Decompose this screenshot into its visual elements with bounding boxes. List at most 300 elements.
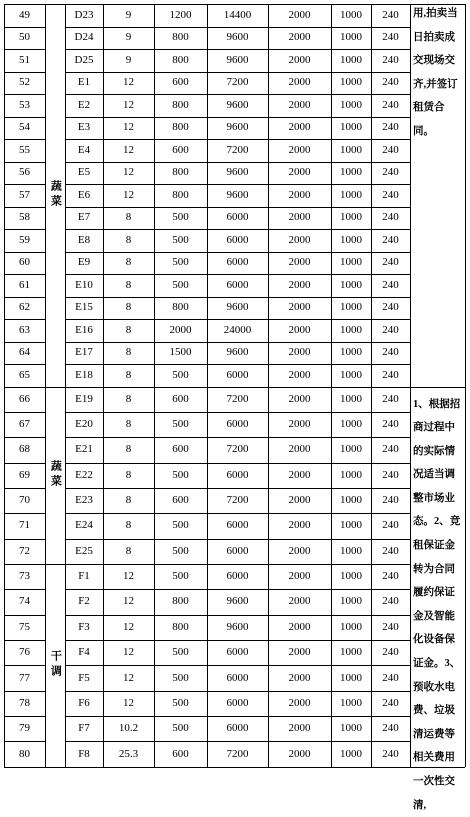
cell-v3: 2000: [288, 301, 311, 314]
cell-no: 71: [19, 519, 30, 532]
cell-code: E22: [75, 468, 93, 481]
grid-hline: [65, 463, 410, 464]
cell-v2: 6000: [226, 570, 249, 583]
cell-v3: 2000: [288, 519, 311, 532]
cell-v4: 1000: [340, 722, 362, 735]
grid-hline: [4, 564, 45, 565]
cell-no: 58: [19, 211, 30, 224]
grid-hline: [65, 72, 410, 73]
cell-area: 8: [125, 392, 132, 405]
cell-v3: 2000: [288, 233, 311, 246]
cell-v1: 500: [172, 519, 189, 532]
cell-code: E21: [75, 443, 93, 456]
cell-v3: 2000: [288, 53, 311, 66]
grid-hline: [4, 691, 45, 692]
cell-v2: 7200: [226, 143, 249, 156]
cell-v2: 7200: [226, 494, 249, 507]
grid-hline: [65, 539, 410, 540]
cell-v4: 1000: [340, 233, 362, 246]
cell-v2: 9600: [226, 98, 249, 111]
cell-v2: 7200: [226, 747, 249, 760]
cell-v4: 1000: [340, 368, 362, 381]
cell-area: 8: [125, 301, 132, 314]
cell-v5: 240: [382, 301, 399, 314]
cell-v4: 1000: [340, 519, 362, 532]
grid-vline: [465, 4, 466, 767]
grid-vline: [207, 4, 208, 767]
grid-hline: [65, 640, 410, 641]
cell-v5: 240: [382, 121, 399, 134]
cell-no: 73: [19, 570, 30, 583]
category-dry: 干调: [49, 650, 62, 681]
cell-v5: 240: [382, 443, 399, 456]
cell-v2: 9600: [226, 620, 249, 633]
cell-v3: 2000: [288, 392, 311, 405]
cell-area: 8: [125, 368, 132, 381]
cell-v4: 1000: [340, 392, 362, 405]
cell-code: E17: [75, 346, 93, 359]
cell-v1: 600: [172, 747, 189, 760]
grid-hline: [4, 437, 45, 438]
grid-hline: [4, 319, 45, 320]
grid-vline: [103, 4, 104, 767]
cell-v1: 500: [172, 722, 189, 735]
grid-hline: [4, 297, 45, 298]
grid-hline: [65, 49, 410, 50]
cell-area: 12: [123, 188, 134, 201]
cell-v2: 7200: [226, 443, 249, 456]
cell-v2: 6000: [226, 211, 249, 224]
cell-v3: 2000: [288, 76, 311, 89]
cell-v2: 9600: [226, 301, 249, 314]
cell-v1: 800: [172, 188, 189, 201]
cell-v1: 800: [172, 121, 189, 134]
grid-hline: [410, 767, 465, 768]
cell-no: 76: [19, 646, 30, 659]
cell-v3: 2000: [288, 98, 311, 111]
cell-v2: 6000: [226, 278, 249, 291]
cell-v5: 240: [382, 166, 399, 179]
cell-v2: 24000: [223, 323, 252, 336]
cell-v5: 240: [382, 31, 399, 44]
grid-hline: [65, 488, 410, 489]
cell-v3: 2000: [288, 620, 311, 633]
cell-code: E5: [77, 166, 91, 179]
grid-hline: [4, 463, 45, 464]
grid-vline: [331, 4, 332, 767]
cell-v1: 600: [172, 443, 189, 456]
grid-hline: [65, 615, 410, 616]
cell-area: 9: [125, 31, 132, 44]
cell-code: D24: [74, 31, 94, 44]
grid-hline: [4, 162, 45, 163]
cell-v3: 2000: [288, 188, 311, 201]
cell-v5: 240: [382, 211, 399, 224]
note-rules: 1、根据招商过程中的实际情况适当调整市场业态。2、竞租保证金转为合同履约保证金及智能化设备保证金。3、预收水电费、垃圾清运费等相关费用一次性交清,: [413, 398, 461, 811]
cell-no: 77: [19, 671, 30, 684]
cell-v1: 600: [172, 76, 189, 89]
grid-hline: [4, 640, 45, 641]
cell-v3: 2000: [288, 671, 311, 684]
cell-code: F1: [78, 570, 90, 583]
cell-v3: 2000: [288, 646, 311, 659]
grid-hline: [65, 319, 410, 320]
cell-code: E10: [75, 278, 93, 291]
cell-v1: 800: [172, 620, 189, 633]
grid-hline: [45, 387, 65, 388]
cell-v1: 500: [172, 671, 189, 684]
cell-area: 12: [123, 143, 134, 156]
cell-v4: 1000: [340, 188, 362, 201]
cell-v5: 240: [382, 646, 399, 659]
cell-no: 66: [19, 392, 30, 405]
cell-area: 10.2: [118, 722, 139, 735]
cell-v3: 2000: [288, 570, 311, 583]
grid-hline: [65, 207, 410, 208]
grid-vline: [371, 4, 372, 767]
grid-hline: [4, 589, 45, 590]
cell-area: 8: [125, 211, 132, 224]
cell-v1: 500: [172, 570, 189, 583]
cell-v3: 2000: [288, 468, 311, 481]
cell-v1: 500: [172, 233, 189, 246]
cell-v5: 240: [382, 53, 399, 66]
cell-v5: 240: [382, 233, 399, 246]
cell-v5: 240: [382, 8, 399, 21]
cell-area: 12: [123, 595, 134, 608]
cell-v2: 6000: [226, 696, 249, 709]
cell-v1: 500: [172, 468, 189, 481]
grid-hline: [45, 564, 65, 565]
cell-v4: 1000: [340, 544, 362, 557]
grid-vline: [268, 4, 269, 767]
grid-hline: [4, 741, 45, 742]
cell-v2: 6000: [226, 519, 249, 532]
cell-area: 12: [123, 121, 134, 134]
cell-code: F3: [78, 620, 90, 633]
cell-v4: 1000: [340, 570, 362, 583]
cell-v4: 1000: [340, 76, 362, 89]
cell-no: 55: [19, 143, 30, 156]
cell-code: E8: [77, 233, 91, 246]
cell-v1: 800: [172, 301, 189, 314]
cell-v5: 240: [382, 620, 399, 633]
cell-area: 9: [125, 53, 132, 66]
cell-v1: 800: [172, 98, 189, 111]
grid-hline: [65, 229, 410, 230]
cell-code: E16: [75, 323, 93, 336]
cell-v5: 240: [382, 392, 399, 405]
cell-code: E7: [77, 211, 91, 224]
cell-v3: 2000: [288, 696, 311, 709]
grid-hline: [4, 488, 45, 489]
cell-v2: 9600: [226, 121, 249, 134]
cell-v4: 1000: [340, 443, 362, 456]
cell-v1: 500: [172, 368, 189, 381]
cell-v3: 2000: [288, 31, 311, 44]
grid-hline: [4, 252, 45, 253]
cell-area: 12: [123, 570, 134, 583]
cell-no: 53: [19, 98, 30, 111]
cell-v2: 6000: [226, 233, 249, 246]
cell-no: 59: [19, 233, 30, 246]
cell-v2: 6000: [226, 418, 249, 431]
cell-no: 60: [19, 256, 30, 269]
grid-hline: [65, 665, 410, 666]
cell-v3: 2000: [288, 346, 311, 359]
cell-v3: 2000: [288, 443, 311, 456]
cell-no: 64: [19, 346, 30, 359]
cell-v5: 240: [382, 346, 399, 359]
cell-code: E4: [77, 143, 91, 156]
cell-v5: 240: [382, 519, 399, 532]
cell-v4: 1000: [340, 256, 362, 269]
grid-hline: [4, 539, 45, 540]
cell-area: 25.3: [118, 747, 139, 760]
cell-code: E1: [77, 76, 91, 89]
cell-area: 12: [123, 98, 134, 111]
cell-v2: 9600: [226, 53, 249, 66]
grid-vline: [65, 4, 66, 767]
cell-v3: 2000: [288, 418, 311, 431]
cell-v4: 1000: [340, 671, 362, 684]
cell-v4: 1000: [340, 346, 362, 359]
cell-v4: 1000: [340, 620, 362, 633]
grid-hline: [4, 387, 45, 388]
cell-no: 63: [19, 323, 30, 336]
cell-v4: 1000: [340, 121, 362, 134]
cell-area: 12: [123, 166, 134, 179]
cell-area: 8: [125, 256, 132, 269]
cell-v1: 800: [172, 166, 189, 179]
cell-v3: 2000: [288, 368, 311, 381]
grid-hline: [4, 117, 45, 118]
lease-table: [4, 4, 465, 811]
cell-no: 62: [19, 301, 30, 314]
grid-hline: [4, 207, 45, 208]
cell-area: 8: [125, 494, 132, 507]
note-contract: 用,拍卖当日拍卖成交现场交齐,并签订租赁合同。: [413, 8, 458, 137]
cell-v4: 1000: [340, 646, 362, 659]
cell-v5: 240: [382, 256, 399, 269]
cell-area: 12: [123, 620, 134, 633]
cell-v1: 1200: [169, 8, 192, 21]
cell-v1: 2000: [169, 323, 192, 336]
cell-code: E25: [75, 544, 93, 557]
cell-v4: 1000: [340, 301, 362, 314]
cell-v5: 240: [382, 368, 399, 381]
cell-area: 8: [125, 468, 132, 481]
grid-hline: [65, 139, 410, 140]
grid-hline: [4, 513, 45, 514]
cell-v2: 9600: [226, 188, 249, 201]
grid-hline: [65, 252, 410, 253]
grid-hline: [65, 437, 410, 438]
cell-area: 8: [125, 418, 132, 431]
cell-code: F2: [78, 595, 90, 608]
cell-v4: 1000: [340, 53, 362, 66]
cell-v4: 1000: [340, 8, 362, 21]
cell-v4: 1000: [340, 98, 362, 111]
cell-code: E18: [75, 368, 93, 381]
cell-v3: 2000: [288, 494, 311, 507]
cell-area: 12: [123, 671, 134, 684]
cell-v5: 240: [382, 722, 399, 735]
cell-v2: 7200: [226, 392, 249, 405]
grid-hline: [4, 412, 45, 413]
cell-v3: 2000: [288, 121, 311, 134]
cell-v4: 1000: [340, 143, 362, 156]
cell-code: E19: [75, 392, 93, 405]
cell-v4: 1000: [340, 696, 362, 709]
grid-hline: [65, 767, 410, 768]
cell-v5: 240: [382, 188, 399, 201]
cell-v5: 240: [382, 494, 399, 507]
cell-v3: 2000: [288, 747, 311, 760]
cell-code: F4: [78, 646, 90, 659]
grid-hline: [65, 4, 410, 5]
grid-hline: [65, 564, 410, 565]
cell-no: 72: [19, 544, 30, 557]
cell-v1: 800: [172, 31, 189, 44]
cell-v2: 6000: [226, 544, 249, 557]
cell-v1: 500: [172, 211, 189, 224]
cell-no: 54: [19, 121, 30, 134]
cell-area: 12: [123, 646, 134, 659]
grid-hline: [65, 297, 410, 298]
grid-vline: [410, 4, 411, 767]
grid-hline: [4, 94, 45, 95]
grid-hline: [4, 767, 45, 768]
cell-v3: 2000: [288, 256, 311, 269]
cell-v5: 240: [382, 98, 399, 111]
grid-hline: [410, 387, 465, 388]
cell-code: E3: [77, 121, 91, 134]
cell-v2: 6000: [226, 671, 249, 684]
cell-v5: 240: [382, 570, 399, 583]
grid-hline: [4, 184, 45, 185]
cell-code: F8: [78, 747, 90, 760]
grid-hline: [65, 691, 410, 692]
cell-code: E9: [77, 256, 91, 269]
cell-v1: 500: [172, 544, 189, 557]
cell-v5: 240: [382, 544, 399, 557]
cell-v5: 240: [382, 468, 399, 481]
cell-no: 51: [19, 53, 30, 66]
grid-hline: [65, 741, 410, 742]
cell-code: F6: [78, 696, 90, 709]
cell-no: 79: [19, 722, 30, 735]
cell-v4: 1000: [340, 595, 362, 608]
cell-v5: 240: [382, 696, 399, 709]
grid-vline: [154, 4, 155, 767]
cell-v1: 500: [172, 696, 189, 709]
cell-no: 61: [19, 278, 30, 291]
cell-v3: 2000: [288, 544, 311, 557]
cell-no: 80: [19, 747, 30, 760]
grid-hline: [65, 412, 410, 413]
grid-hline: [4, 364, 45, 365]
grid-hline: [65, 342, 410, 343]
grid-hline: [4, 274, 45, 275]
cell-v5: 240: [382, 671, 399, 684]
cell-v1: 600: [172, 143, 189, 156]
cell-code: E15: [75, 301, 93, 314]
cell-area: 9: [125, 8, 132, 21]
cell-v3: 2000: [288, 595, 311, 608]
cell-v2: 6000: [226, 368, 249, 381]
grid-hline: [4, 49, 45, 50]
cell-no: 75: [19, 620, 30, 633]
cell-v4: 1000: [340, 166, 362, 179]
cell-code: E2: [77, 98, 91, 111]
cell-v5: 240: [382, 143, 399, 156]
cell-no: 50: [19, 31, 30, 44]
grid-hline: [45, 4, 65, 5]
cell-v3: 2000: [288, 143, 311, 156]
cell-v2: 6000: [226, 468, 249, 481]
grid-hline: [4, 342, 45, 343]
grid-hline: [65, 513, 410, 514]
grid-hline: [65, 94, 410, 95]
cell-no: 52: [19, 76, 30, 89]
grid-hline: [65, 364, 410, 365]
grid-hline: [65, 387, 410, 388]
grid-hline: [4, 665, 45, 666]
grid-hline: [4, 716, 45, 717]
cell-v1: 600: [172, 392, 189, 405]
cell-v2: 6000: [226, 646, 249, 659]
cell-v4: 1000: [340, 747, 362, 760]
cell-v4: 1000: [340, 468, 362, 481]
grid-hline: [4, 229, 45, 230]
cell-v1: 1500: [169, 346, 192, 359]
cell-no: 74: [19, 595, 30, 608]
cell-v3: 2000: [288, 211, 311, 224]
cell-v5: 240: [382, 76, 399, 89]
cell-no: 69: [19, 468, 30, 481]
grid-hline: [4, 72, 45, 73]
grid-hline: [410, 4, 465, 5]
cell-no: 65: [19, 368, 30, 381]
cell-v4: 1000: [340, 323, 362, 336]
cell-code: E24: [75, 519, 93, 532]
cell-v2: 14400: [223, 8, 252, 21]
cell-v5: 240: [382, 418, 399, 431]
cell-v4: 1000: [340, 418, 362, 431]
grid-hline: [65, 716, 410, 717]
cell-no: 70: [19, 494, 30, 507]
cell-v4: 1000: [340, 494, 362, 507]
cell-v1: 500: [172, 278, 189, 291]
grid-hline: [65, 162, 410, 163]
grid-hline: [4, 4, 45, 5]
cell-code: E23: [75, 494, 93, 507]
cell-v1: 500: [172, 646, 189, 659]
cell-v2: 9600: [226, 346, 249, 359]
cell-code: F5: [78, 671, 90, 684]
cell-v3: 2000: [288, 8, 311, 21]
cell-area: 8: [125, 346, 132, 359]
category-veg-2: 蔬菜: [49, 460, 62, 491]
grid-hline: [4, 615, 45, 616]
cell-v5: 240: [382, 323, 399, 336]
cell-no: 56: [19, 166, 30, 179]
cell-no: 49: [19, 8, 30, 21]
cell-code: E6: [77, 188, 91, 201]
cell-no: 57: [19, 188, 30, 201]
cell-v2: 6000: [226, 722, 249, 735]
